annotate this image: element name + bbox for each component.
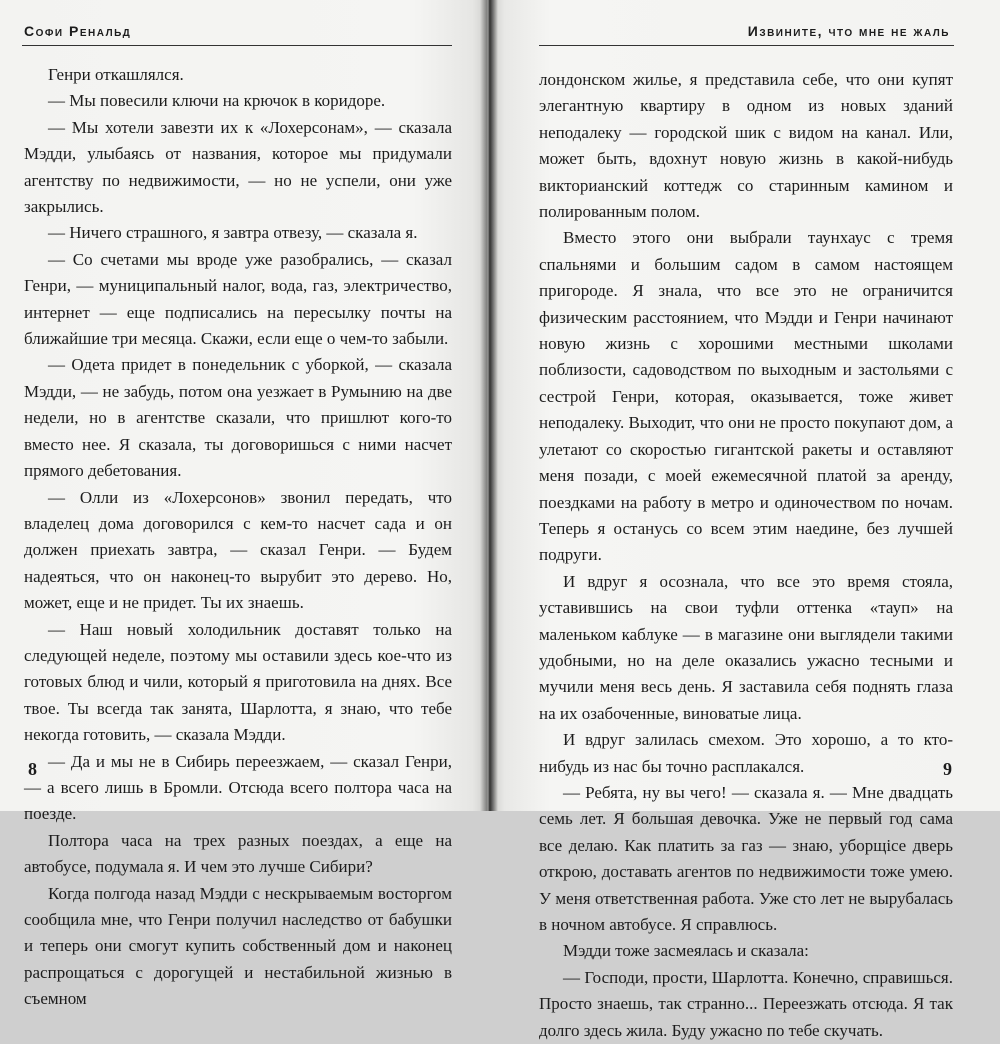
paragraph: И вдруг залилась смехом. Это хорошо, а то кто-нибудь из нас бы точно расплакался.	[539, 730, 953, 776]
left-running-head: Софи Ренальд	[24, 23, 132, 39]
left-header-rule	[22, 45, 452, 46]
book-gutter	[480, 0, 498, 811]
left-page	[0, 0, 487, 1009]
paragraph: — Одета придет в понедельник с уборкой, — сказала Мэдди, — не забудь, потом она уезжает в Румынию на две недели, но в агентстве сказали, что пришлют кого-то вместо нее. Я сказала, ты договоришься с ними насчет прямого дебетования.	[24, 355, 452, 481]
paragraph: Вместо этого они выбрали таунхаус с тремя спальнями и большим садом в самом настоящем пригороде. Я знала, что все это не ограничится физическим расстоянием, что Мэдди и Генри начинают новую жизнь с хорошими местными школами поблизости, садоводством по выходным и застольями с сестрой Генри, которая, оказывается, тоже живет неподалеку. Выходит, что они не просто покупают дом, а улетают со скоростью гигантской ракеты и оставляют меня позади, с моей ежемесячной платой за аренду, поездками на работу в метро и одиночеством по ночам. Теперь я останусь со всем этим наедине, без лучшей подруги.	[539, 228, 953, 565]
paragraph: Генри откашлялся.	[48, 65, 184, 84]
continued-paragraph: лондонском жилье, я представила себе, что они купят элегантную квартиру в одном из новых зданий неподалеку — городской шик с видом на канал. Или, может быть, вдохнут новую жизнь в какой-нибудь викторианский коттедж со старинным камином и полированным полом.	[539, 70, 953, 222]
paragraph: — Мы хотели завезти их к «Лохерсонам», — сказала Мэдди, улыбаясь от названия, которое мы придумали агентству по недвижимости, — но не успели, они уже закрылись.	[24, 117, 452, 217]
paragraph: — Со счетами мы вроде уже разобрались, — сказал Генри, — муниципальный налог, вода, газ, электричество, интернет — еще подписались на пересылку почты на ближайшие три месяца. Скажи, если еще о чем-то забыли.	[24, 249, 452, 349]
paragraph: — Мы повесили ключи на крючок в коридоре.	[48, 91, 386, 111]
paragraph: Мэдди тоже засмеялась и сказала:	[563, 941, 809, 961]
paragraph: — Наш новый холодильник доставят только на следующей неделе, поэтому мы оставили здесь кое-что из готовых блюд и чили, который я приготовила на днях. Все твое. Ты всегда так занята, Шарлотта, я знаю, что тебе некогда готовить, — сказала Мэдди.	[24, 619, 452, 745]
paragraph: Когда полгода назад Мэдди с нескрываемым восторгом сообщила мне, что Генри получил наследство от бабушки и теперь они смогут купить собственный дом и наконец распрощаться с дорогущей и нестабильной жизнью в съемном	[24, 883, 452, 1009]
left-page-number: 8	[28, 759, 37, 779]
paragraph: — Олли из «Лохерсонов» звонил передать, что владелец дома договорился с кем-то насчет сада и он должен приехать завтра, — сказал Генри. — Будем надеяться, что он наконец-то вырубит это дерево. Но, может, еще и не придет. Ты их знаешь.	[24, 487, 452, 613]
right-page-text	[539, 67, 953, 1044]
right-page-number: 9	[943, 759, 952, 779]
paragraph: — Да и мы не в Сибирь переезжаем, — сказал Генри, — а всего лишь в Бромли. Отсюда всего полтора часа на поезде.	[24, 751, 452, 824]
left-page-text	[24, 62, 452, 1013]
paragraph: И вдруг я осознала, что все это время стояла, уставившись на свои туфли оттенка «тауп» на маленьком каблуке — в магазине они выглядели такими удобными, но на деле оказались ужасно тесными и мучили меня весь день. Я заставила себя поднять глаза на их озабоченные, виноватые лица.	[539, 571, 953, 723]
paragraph: — Господи, прости, Шарлотта. Конечно, справишься. Просто знаешь, так странно... Переезжать отсюда. Я так долго здесь жила. Буду ужасно по тебе скучать.	[539, 967, 953, 1040]
right-header-rule	[539, 45, 954, 46]
paragraph: — Ничего страшного, я завтра отвезу, — сказала я.	[48, 223, 418, 243]
paragraph: — Ребята, ну вы чего! — сказала я. — Мне двадцать семь лет. Я большая девочка. Уже не первый год сама все делаю. Как платить за газ — знаю, уборщice дверь открою, доставать агентов по недвижимости тоже умею. У меня ответственная работа. Уже сто лет не вырубалась в ночном автобусе. Я справлюсь.	[539, 782, 953, 934]
right-page	[489, 0, 1000, 1040]
right-running-head: Извините, что мне не жаль	[747, 23, 950, 39]
paragraph: Полтора часа на трех разных поездах, а еще на автобусе, подумала я. И чем это лучше Сибири?	[24, 830, 452, 877]
